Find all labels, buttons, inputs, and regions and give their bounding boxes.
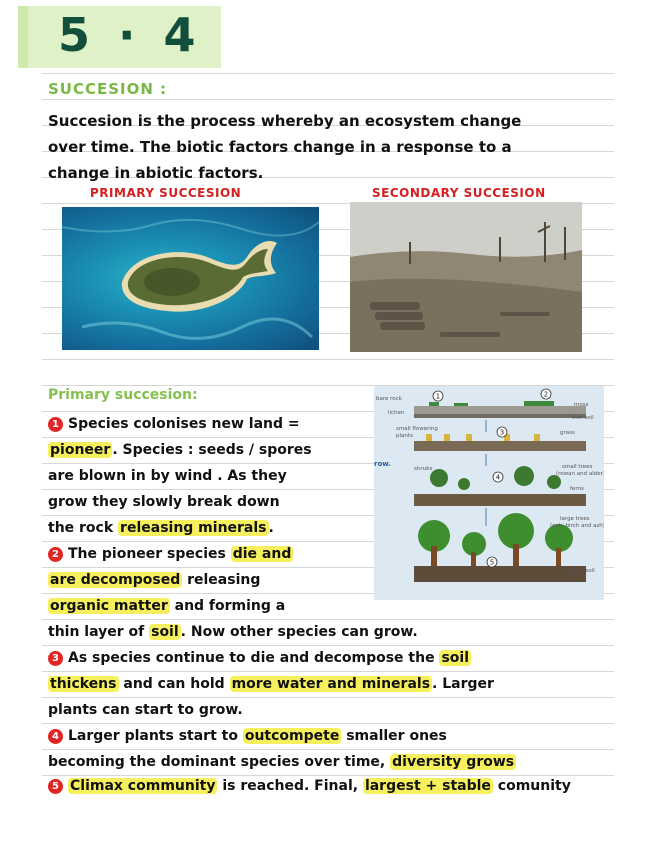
stage-4-marker [493,472,503,482]
highlighted-term: thickens [50,676,117,692]
highlighted-term: largest + stable [364,778,491,794]
highlighted-term: soil [441,650,470,666]
label-small-trees: small trees [562,464,593,470]
note-text: thin layer of [48,624,150,640]
note-text: becoming the dominant species over time, [48,754,391,770]
primary-succession-label: PRIMARY SUCCESION [90,186,242,200]
note-text: . Species : seeds / spores [112,442,312,458]
stage-3-marker [497,427,507,437]
note-line [48,414,300,434]
stage-1-marker [433,391,443,401]
note-text: and can hold [118,676,230,692]
step-number-badge: 3 [48,651,63,666]
highlighted-term: outcompete [244,728,340,744]
note-text: The pioneer species [68,546,231,562]
stage-2-marker [541,389,551,399]
note-text: As species continue to die and decompose the [68,650,440,666]
note-line [48,570,260,590]
note-line [48,544,293,564]
note-text: . Now other species can grow. [180,624,418,640]
svg-text:5: 5 [489,558,495,567]
note-line [48,752,516,772]
label-small-flowering: small flowering [396,426,438,432]
svg-text:1: 1 [435,392,441,401]
primary-succession-title: Primary succesion: [48,387,198,403]
svg-text:4: 4 [495,473,501,482]
note-line [48,492,280,512]
page-title: 5 · 4 [58,8,202,62]
label-lichen: lichen [388,410,405,416]
label-grass: grass [560,430,575,436]
secondary-succession-label: SECONDARY SUCCESION [372,186,546,200]
note-text: plants can start to grow. [48,702,243,718]
step-number-badge: 2 [48,547,63,562]
label-large-trees: large trees [560,516,590,522]
intro-paragraph [48,108,598,186]
highlighted-term: pioneer [50,442,111,458]
note-text: grow they slowly break down [48,494,280,510]
succession-diagram [374,386,604,600]
note-line [48,518,274,538]
step-number-badge: 5 [48,779,63,794]
label-row-fragment: row. [374,460,391,468]
note-line [48,776,571,796]
note-text: . Larger [432,676,494,692]
svg-text:2: 2 [543,390,549,399]
label-ferns: ferns [570,486,584,492]
highlighted-term: releasing minerals [120,520,267,536]
note-line [48,726,447,746]
label-plants: plants [396,433,413,439]
note-text: Species colonises new land = [68,416,300,432]
highlighted-term: die and [232,546,292,562]
note-line [48,674,494,694]
note-line [48,648,471,668]
highlighted-term: organic matter [50,598,168,614]
label-moss: moss [574,402,589,408]
svg-text:3: 3 [499,428,505,437]
note-text: is reached. Final, [217,778,363,794]
note-text: and forming a [169,598,286,614]
label-shrubs: shrubs [414,466,433,472]
highlighted-term: Climax community [70,778,216,794]
label-bare-rock: bare rock [376,396,402,402]
note-text: Larger plants start to [68,728,243,744]
note-text: smaller ones [341,728,447,744]
note-line [48,622,418,642]
step-number-badge: 1 [48,417,63,432]
intro-line: over time. The biotic factors change in a response to a [48,138,512,156]
note-line [48,466,287,486]
note-text: comunity [492,778,571,794]
note-line [48,700,243,720]
label-thin-soil: thin soil [572,415,594,421]
intro-line: Succesion is the process whereby an ecosystem change [48,112,522,130]
highlighted-term: diversity grows [392,754,515,770]
island-photo [62,207,319,350]
stage-5-marker [487,557,497,567]
note-text: the rock [48,520,119,536]
highlighted-term: more water and minerals [231,676,431,692]
highlighted-term: soil [151,624,179,640]
label-rowan-alder: (rowan and alder) [556,471,604,477]
secondary-succession-photo [350,202,582,352]
step-number-badge: 4 [48,729,63,744]
note-line [48,596,285,616]
note-text: releasing [182,572,261,588]
note-text: are blown in by wind . As they [48,468,287,484]
label-oak-birch-ash: (oak, birch and ash) [550,523,604,529]
highlighted-term: are decomposed [50,572,181,588]
section-title: SUCCESION : [48,80,168,98]
note-text: . [268,520,274,536]
intro-line: change in abiotic factors. [48,164,264,182]
note-line [48,440,312,460]
label-deep-soil: deep soil [570,568,595,574]
